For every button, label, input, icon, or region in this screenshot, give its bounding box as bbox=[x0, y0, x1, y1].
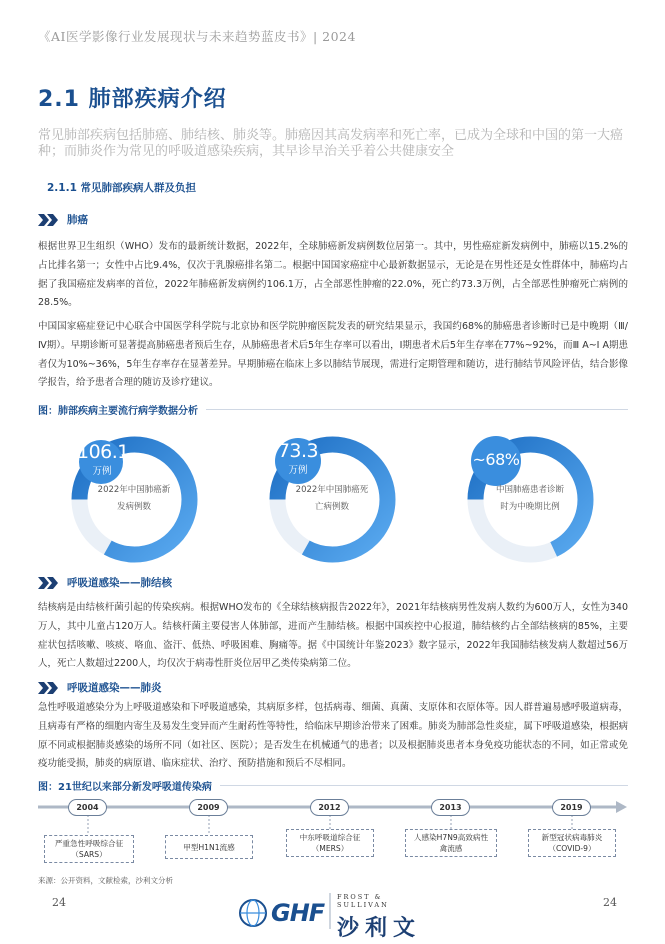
timeline-event bbox=[528, 829, 616, 857]
event-line: 严重急性呼吸综合征 bbox=[54, 839, 124, 848]
section-title: 2.1 肺部疾病介绍 bbox=[38, 87, 227, 112]
figure2-header bbox=[38, 778, 628, 793]
ring-caption bbox=[287, 482, 377, 516]
event-line: 新型冠状病毒肺炎 bbox=[541, 833, 603, 842]
double-chevron-icon bbox=[38, 214, 59, 226]
ring-unit: 万例 bbox=[92, 466, 112, 477]
timeline-year: 2012 bbox=[310, 799, 349, 816]
divider bbox=[206, 409, 628, 410]
double-chevron-icon bbox=[38, 682, 59, 694]
page-number-right: 24 bbox=[603, 896, 617, 909]
figure-label: 图：肺部疾病主要流行病学数据分析 bbox=[38, 406, 198, 417]
caption-line: 发病例数 bbox=[116, 502, 151, 512]
event-line: 甲型H1N1流感 bbox=[183, 842, 235, 852]
ring-value: ~68% bbox=[472, 450, 520, 469]
divider bbox=[220, 785, 628, 786]
caption-line: 2022年中国肺癌新 bbox=[97, 485, 171, 495]
ring-caption bbox=[89, 482, 179, 516]
topic-title: 肺癌 bbox=[67, 214, 88, 226]
event-line: （MERS） bbox=[311, 844, 349, 853]
logo-text-big: 沙利文 bbox=[337, 916, 422, 941]
topic-title: 呼吸道感染——肺结核 bbox=[67, 577, 172, 589]
topic-title: 呼吸道感染——肺炎 bbox=[67, 682, 162, 694]
topic-lung-cancer bbox=[38, 212, 88, 227]
topic-tuberculosis bbox=[38, 575, 172, 590]
caption-line: 时为中晚期比例 bbox=[500, 502, 560, 512]
section-intro: 常见肺部疾病包括肺癌、肺结核、肺炎等。肺癌因其高发病率和死亡率，已成为全球和中国的第一大癌种；而肺炎作为常见的呼吸道感染疾病，其早诊早治关乎着公共健康安全 bbox=[38, 128, 624, 159]
globe-icon bbox=[238, 898, 268, 928]
ghf-logo bbox=[238, 893, 328, 933]
event-line: （SARS） bbox=[71, 850, 107, 859]
timeline-year: 2013 bbox=[431, 799, 470, 816]
ring-stat bbox=[67, 432, 202, 567]
figure-label: 图：21世纪以来部分新发呼吸道传染病 bbox=[38, 782, 212, 793]
timeline-year: 2009 bbox=[189, 799, 228, 816]
double-chevron-icon bbox=[38, 577, 59, 589]
timeline-year: 2019 bbox=[552, 799, 591, 816]
timeline-year: 2004 bbox=[68, 799, 107, 816]
event-line: 禽流感 bbox=[439, 844, 463, 853]
pneumonia-paragraph: 急性呼吸道感染分为上呼吸道感染和下呼吸道感染，其病原多样，包括病毒、细菌、真菌、支原体和衣原体等。因人群普遍易感呼吸道病毒，且病毒有严格的细胞内寄生及易发生变异而产生耐药性等特性，给临床早期诊治带来了困难。肺炎为肺部急性炎症，属下呼吸道感染，根据病原不同或根据肺炎感染的场所不同（如社区、医院）；是否发生在机械通气的患者；以及根据肺炎患者本身免疫功能状态的不同，如正常或免疫功能受损，肺炎的病原谱、临床症状、治疗、预防措施和预后不尽相同。 bbox=[38, 702, 628, 770]
logo-text: GHF bbox=[271, 899, 325, 927]
ring-stat bbox=[265, 432, 400, 567]
caption-line: 亡病例数 bbox=[314, 502, 349, 512]
ring-caption bbox=[485, 482, 575, 516]
tuberculosis-paragraph: 结核病是由结核杆菌引起的传染疾病。根据WHO发布的《全球结核病报告2022年》，2021年结核病男性发病人数约为600万人，女性为340万人，其中儿童占120万人。结核杆菌主要侵害人体肺部，进而产生肺结核。根据中国疾控中心报道，肺结核约占全部结核病的85%，主要症状包括咳嗽、咳痰、咯血、盗汗、低热、呼吸困难、胸痛等。据《中国统计年鉴2023》数字显示，2022年我国肺结核发病人数超过56万人，死亡人数超过2200人，均仅次于病毒性肝炎位居甲乙类传染病第二位。 bbox=[38, 602, 628, 670]
event-line: 人感染H7N9高致病性 bbox=[413, 833, 489, 842]
timeline-event bbox=[165, 835, 253, 859]
frost-sullivan-logo bbox=[337, 893, 433, 942]
ring-unit: 万例 bbox=[288, 465, 308, 476]
lung-cancer-paragraph-1: 根据世界卫生组织（WHO）发布的最新统计数据，2022年，全球肺癌新发病例数位居第一。其中，男性癌症新发病例中，肺癌以15.2%的占比排名第一；女性中占比9.4%，仅次于乳腺癌排名第二。根据中国国家癌症中心最新数据显示，无论是在男性还是女性群体中，肺癌均占据了我国癌症发病率的首位，2022年肺癌新发病例约106.1万，占全部恶性肿瘤的22.0%，死亡约73.3万例，占全部恶性肿瘤死亡病例的28.5%。 bbox=[38, 241, 628, 309]
logo-divider bbox=[329, 893, 331, 929]
lung-cancer-paragraph-2: 中国国家癌症登记中心联合中国医学科学院与北京协和医学院肿瘤医院发表的研究结果显示，我国约68%的肺癌患者诊断时已是中晚期（Ⅲ/Ⅳ期）。早期诊断可显著提高肺癌患者预后生存，从肺癌患者术后5年生存率可以看出，Ⅰ期患者术后5年生存率在77%~92%，而Ⅲ A~Ⅰ A期患者仅为10%~36%，5年生存率存在显著差异。早期肺癌在临床上多以肺结节展现，需进行定期管理和随访，进行肺结节风险评估，结合影像学报告，给予患者合理的随访及诊疗建议。 bbox=[38, 321, 628, 389]
event-line: （COVID-9） bbox=[548, 844, 596, 853]
event-line: 中东呼吸道综合征 bbox=[299, 833, 361, 842]
timeline-event bbox=[405, 829, 497, 857]
running-header: 《AI医学影像行业发展现状与未来趋势蓝皮书》| 2024 bbox=[38, 29, 356, 44]
ring-stat bbox=[463, 432, 598, 567]
timeline-event bbox=[286, 829, 374, 857]
logo-text-small: FROST & SULLIVAN bbox=[337, 893, 389, 909]
topic-pneumonia bbox=[38, 680, 162, 695]
ring-value: 73.3 bbox=[277, 440, 319, 462]
source-note: 来源：公开资料，文献检索，沙利文分析 bbox=[38, 876, 173, 885]
page-number-left: 24 bbox=[52, 896, 66, 909]
timeline-event bbox=[44, 835, 134, 863]
subsection-heading: 2.1.1 常见肺部疾病人群及负担 bbox=[47, 182, 197, 194]
timeline bbox=[38, 797, 628, 872]
ring-value: 106.1 bbox=[77, 441, 129, 463]
caption-line: 2022年中国肺癌死 bbox=[295, 485, 369, 495]
figure1-header bbox=[38, 402, 628, 417]
caption-line: 中国肺癌患者诊断 bbox=[495, 485, 564, 495]
